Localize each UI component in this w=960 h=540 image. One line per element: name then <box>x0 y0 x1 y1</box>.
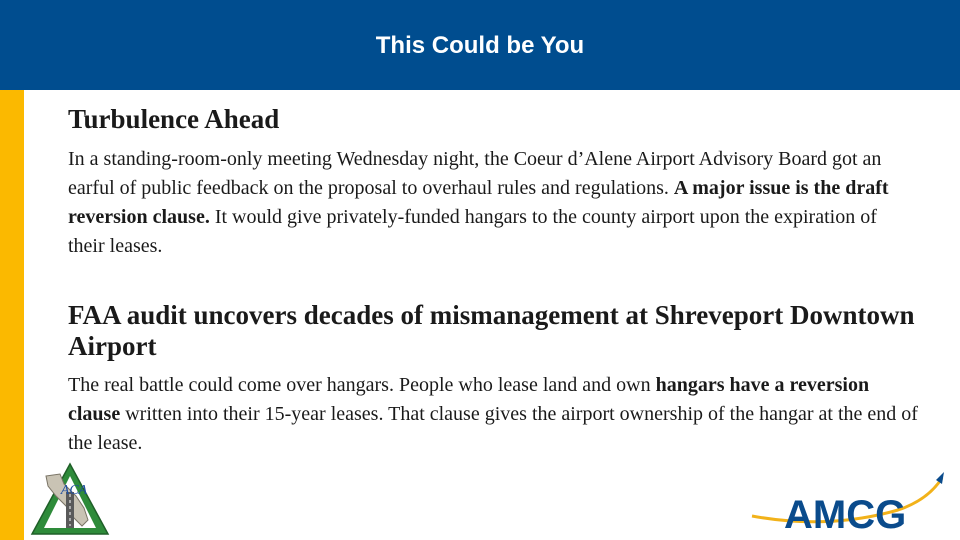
body-text-segment: It would give privately-funded hangars to the county airport upon the expiration of their leases. <box>68 206 877 257</box>
body-bold-segment: hangars have a reversion clause <box>68 374 870 425</box>
article-headline: Turbulence Ahead <box>68 104 280 134</box>
accent-side-bar <box>0 90 24 540</box>
article-faa-audit <box>68 300 918 458</box>
body-bold-segment: A major issue is the draft reversion clause. <box>68 177 889 228</box>
article-body <box>68 145 918 261</box>
article-headline: FAA audit uncovers decades of mismanagement at Shreveport Downtown Airport <box>68 300 915 361</box>
body-text-segment: The real battle could come over hangars. People who lease land and own <box>68 374 656 396</box>
amcg-logo <box>748 470 948 532</box>
body-text-segment: written into their 15-year leases. That clause gives the airport ownership of the hangar at the end of the lease. <box>68 403 918 454</box>
article-body <box>68 371 918 458</box>
slide-title: This Could be You <box>375 32 585 59</box>
aca-logo <box>30 462 110 536</box>
article-turbulence <box>68 104 918 261</box>
title-banner <box>0 0 960 90</box>
amcg-logo-text: AMCG <box>784 493 907 532</box>
aca-logo-text: ACA <box>60 483 88 498</box>
body-text-segment: In a standing-room-only meeting Wednesday night, the Coeur d’Alene Airport Advisory Board got an earful of public feedback on the proposal to overhaul rules and regulations. <box>68 148 882 199</box>
